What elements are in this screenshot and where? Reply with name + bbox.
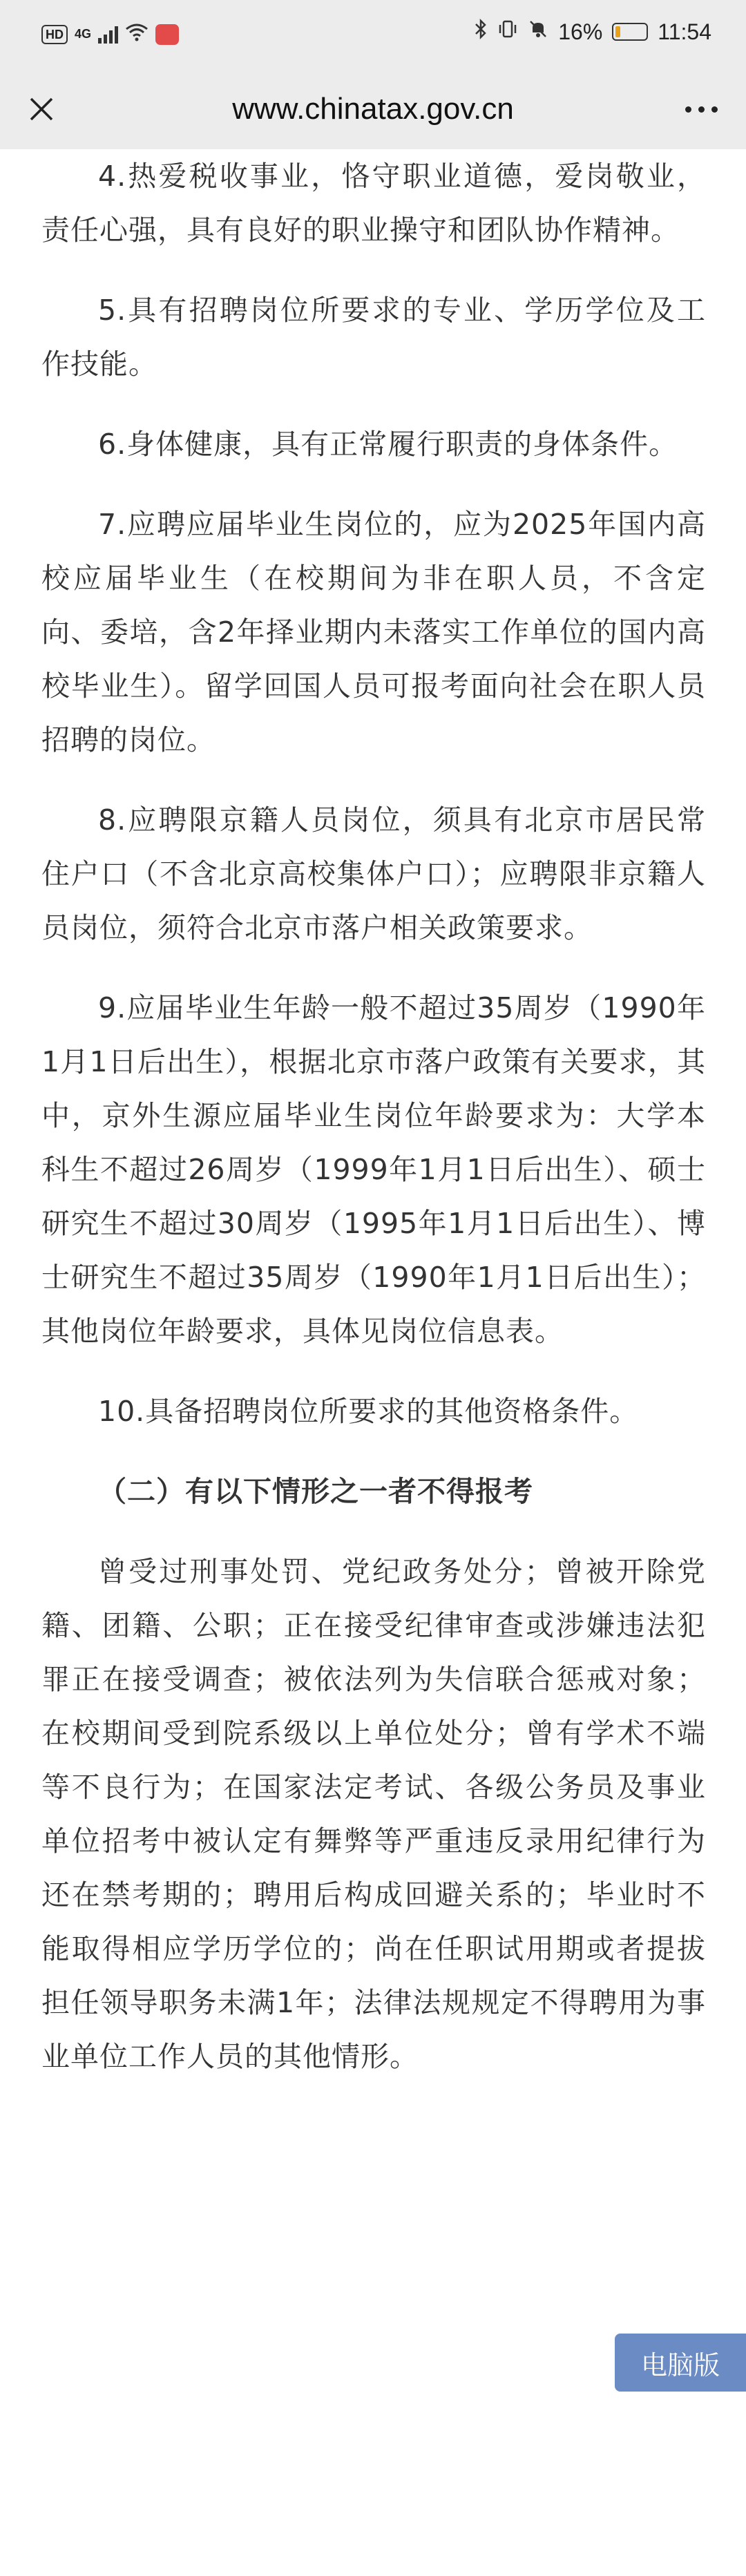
more-icon-dot: [698, 106, 705, 113]
more-icon: [685, 106, 691, 113]
battery-icon: [612, 23, 648, 41]
status-bar: [0, 0, 746, 69]
wifi-icon: [125, 22, 149, 46]
requirement-item: 10.具备招聘岗位所要求的其他资格条件。: [98, 1395, 639, 1428]
status-left: [41, 22, 179, 46]
battery-percent: 16%: [558, 19, 603, 44]
more-icon-dot: [711, 106, 718, 113]
close-icon: [28, 95, 55, 123]
more-button[interactable]: [677, 88, 725, 130]
requirement-item: 7.应聘应届毕业生岗位的，应为2025年国内高校应届毕业生（在校期间为非在职人员，不含定向、委培，含2年择业期内未落实工作单位的国内高校毕业生）。留学回国人员可报考面向社会在职人员招聘的岗位。: [41, 508, 706, 756]
close-button[interactable]: [21, 88, 62, 130]
network-type: 4G: [75, 27, 92, 41]
mute-icon: [528, 19, 548, 45]
battery-fill: [615, 26, 620, 37]
signal-icon: [98, 26, 118, 44]
bluetooth-icon: [474, 18, 488, 46]
requirement-item: 5.具有招聘岗位所要求的专业、学历学位及工作技能。: [41, 294, 706, 381]
vibrate-icon: [497, 19, 518, 45]
page-url[interactable]: www.chinatax.gov.cn: [232, 92, 514, 126]
requirement-item: 9.应届毕业生年龄一般不超过35周岁（1990年1月1日后出生），根据北京市落户政策有关要求，其中，京外生源应届毕业生岗位年龄要求为：大学本科生不超过26周岁（1999年1月1日后出生）、硕士研究生不超过30周岁（1995年1月1日后出生）、博士研究生不超过35周岁（1990年1月1日后出生）；其他岗位年龄要求，具体见岗位信息表。: [41, 991, 706, 1348]
requirement-item: 6.身体健康，具有正常履行职责的身体条件。: [98, 428, 678, 461]
app-notification-icon: [155, 24, 179, 45]
section-heading: （二）有以下情形之一者不得报考: [98, 1475, 533, 1508]
article-body: [41, 149, 706, 2083]
hd-indicator: HD: [41, 25, 68, 44]
status-right: [474, 18, 711, 46]
requirement-item: 4.热爱税收事业，恪守职业道德，爱岗敬业，责任心强，具有良好的职业操守和团队协作精神。: [41, 160, 706, 247]
desktop-version-button[interactable]: 电脑版: [615, 2334, 746, 2392]
exclusion-paragraph: 曾受过刑事处罚、党纪政务处分；曾被开除党籍、团籍、公职；正在接受纪律审查或涉嫌违法犯罪正在接受调查；被依法列为失信联合惩戒对象；在校期间受到院系级以上单位处分；曾有学术不端等不良行为；在国家法定考试、各级公务员及事业单位招考中被认定有舞弊等严重违反录用纪律行为还在禁考期的；聘用后构成回避关系的；毕业时不能取得相应学历学位的；尚在任职试用期或者提拔担任领导职务未满1年；法律法规规定不得聘用为事业单位工作人员的其他情形。: [41, 1555, 706, 2073]
requirement-item: 8.应聘限京籍人员岗位，须具有北京市居民常住户口（不含北京高校集体户口）；应聘限非京籍人员岗位，须符合北京市落户相关政策要求。: [41, 803, 706, 944]
status-time: 11:54: [658, 19, 711, 44]
browser-toolbar: [0, 69, 746, 149]
